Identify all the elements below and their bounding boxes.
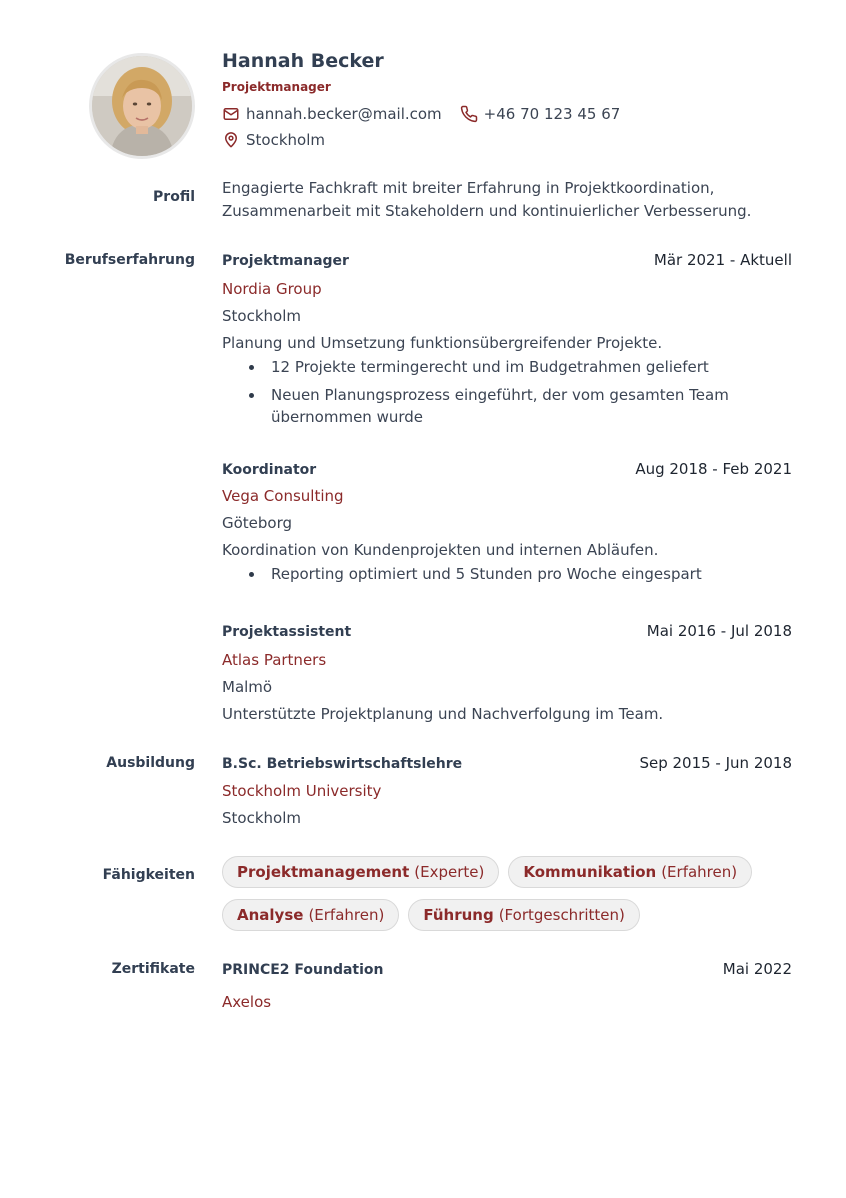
- profile-line: Engagierte Fachkraft mit breiter Erfahrung in Projektkoordination,: [222, 179, 715, 197]
- job-company: Vega Consulting: [222, 487, 344, 505]
- job-achievements: [222, 356, 792, 428]
- skill-chip: [408, 899, 640, 931]
- email-contact[interactable]: [222, 105, 442, 123]
- job-entry: [222, 622, 792, 725]
- certificate-name: PRINCE2 Foundation: [222, 962, 384, 978]
- skill-name: Projektmanagement: [237, 863, 410, 881]
- skill-chip: [222, 856, 499, 888]
- job-dates: Mär 2021 - Aktuell: [653, 251, 792, 269]
- section-label-experience: Berufserfahrung: [64, 252, 195, 268]
- education-dates: Sep 2015 - Jun 2018: [639, 754, 792, 772]
- job-location: Göteborg: [222, 514, 293, 532]
- job-company: Atlas Partners: [222, 651, 327, 669]
- achievement-item: Neuen Planungsprozess eingeführt, der vom gesamten Team übernommen wurde: [248, 384, 791, 428]
- skill-level: (Erfahren): [661, 863, 738, 881]
- job-entry: [222, 460, 792, 591]
- skill-name: Analyse: [237, 906, 304, 924]
- avatar: [89, 53, 195, 159]
- profile-line: Zusammenarbeit mit Stakeholdern und kontinuierlicher Verbesserung.: [222, 202, 752, 220]
- job-description: Unterstützte Projektplanung und Nachverfolgung im Team.: [222, 705, 664, 723]
- job-dates: Mai 2016 - Jul 2018: [646, 622, 792, 640]
- section-label-education: Ausbildung: [106, 755, 195, 771]
- mail-icon: [222, 105, 240, 123]
- section-label-certificates: Zertifikate: [111, 961, 195, 977]
- phone-text: +46 70 123 45 67: [483, 105, 621, 123]
- job-description: Koordination von Kundenprojekten und internen Abläufen.: [222, 541, 659, 559]
- candidate-name: Hannah Becker: [222, 50, 384, 72]
- certificate-entry: [222, 960, 792, 1013]
- skill-chip: [222, 899, 399, 931]
- phone-contact[interactable]: [460, 105, 621, 123]
- achievement-item: Reporting optimiert und 5 Stunden pro Woche eingespart: [248, 563, 791, 585]
- certificate-date: Mai 2022: [722, 960, 792, 978]
- job-role: Projektassistent: [222, 624, 352, 640]
- contact-row: [222, 105, 638, 123]
- job-location: Stockholm: [222, 307, 301, 325]
- job-company: Nordia Group: [222, 280, 322, 298]
- school-name: Stockholm University: [222, 782, 382, 800]
- achievement-item: 12 Projekte termingerecht und im Budgetrahmen geliefert: [248, 356, 791, 378]
- education-entry: [222, 754, 792, 829]
- job-achievements: [222, 563, 792, 585]
- certificate-issuer: Axelos: [222, 993, 272, 1011]
- candidate-headline: Projektmanager: [222, 80, 331, 94]
- location-row: [222, 131, 343, 149]
- job-location: Malmö: [222, 678, 273, 696]
- job-description: Planung und Umsetzung funktionsübergreifender Projekte.: [222, 334, 663, 352]
- location-contact: [222, 131, 325, 149]
- skill-list: [222, 856, 802, 942]
- skill-level: (Experte): [414, 863, 485, 881]
- job-role: Koordinator: [222, 462, 317, 478]
- profile-summary: [222, 177, 792, 223]
- degree-title: B.Sc. Betriebswirtschaftslehre: [222, 756, 463, 772]
- skill-name: Führung: [423, 906, 494, 924]
- skill-level: (Fortgeschritten): [498, 906, 625, 924]
- job-dates: Aug 2018 - Feb 2021: [635, 460, 792, 478]
- location-pin-icon: [222, 131, 240, 149]
- job-entry: [222, 251, 792, 434]
- section-label-skills: Fähigkeiten: [102, 867, 195, 883]
- skill-name: Kommunikation: [523, 863, 657, 881]
- email-text: hannah.becker@mail.com: [246, 105, 442, 123]
- section-label-profile: Profil: [153, 189, 195, 205]
- skill-level: (Erfahren): [308, 906, 385, 924]
- location-text: Stockholm: [246, 131, 325, 149]
- phone-icon: [460, 105, 478, 123]
- school-location: Stockholm: [222, 809, 301, 827]
- job-role: Projektmanager: [222, 253, 349, 269]
- skill-chip: [508, 856, 752, 888]
- avatar-photo: [92, 56, 192, 156]
